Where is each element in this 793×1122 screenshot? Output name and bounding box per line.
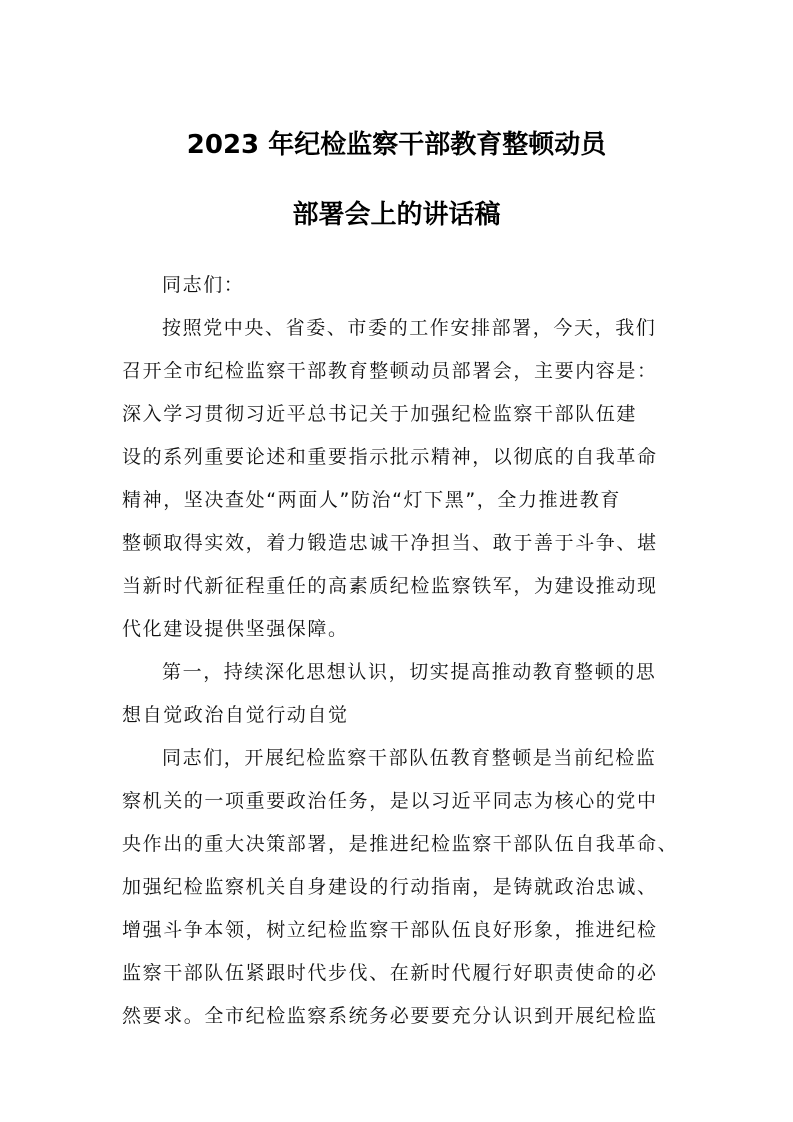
document-title-line-2: 部署会上的讲话稿 — [292, 200, 501, 230]
paragraph-line: 按照党中央、省委、市委的工作安排部署，今天，我们 — [162, 317, 657, 339]
paragraph-line: 代化建设提供坚强保障。 — [122, 618, 349, 640]
paragraph-line: 精神，坚决查处“两面人”防治“灯下黑”，全力推进教育 — [122, 489, 621, 511]
section-heading-line: 想自觉政治自觉行动自觉 — [122, 704, 349, 726]
paragraph-line: 察机关的一项重要政治任务，是以习近平同志为核心的党中 — [122, 790, 658, 812]
paragraph-line: 央作出的重大决策部署，是推进纪检监察干部队伍自我革命、 — [122, 833, 679, 855]
section-heading-line: 第一，持续深化思想认识，切实提高推动教育整顿的思 — [162, 661, 657, 683]
paragraph-line: 整顿取得实效，着力锻造忠诚干净担当、敢于善于斗争、堪 — [122, 532, 658, 554]
paragraph-line: 深入学习贯彻习近平总书记关于加强纪检监察干部队伍建 — [122, 403, 638, 425]
paragraph-line: 监察干部队伍紧跟时代步伐、在新时代履行好职责使命的必 — [122, 962, 658, 984]
paragraph-line: 同志们，开展纪检监察干部队伍教育整顿是当前纪检监 — [162, 747, 657, 769]
paragraph-line: 设的系列重要论述和重要指示批示精神，以彻底的自我革命 — [122, 446, 658, 468]
salutation: 同志们： — [162, 274, 245, 296]
paragraph-line: 增强斗争本领，树立纪检监察干部队伍良好形象，推进纪检 — [122, 919, 658, 941]
paragraph-line: 然要求。全市纪检监察系统务必要要充分认识到开展纪检监 — [122, 1005, 658, 1027]
document-title-line-1: 2023 年纪检监察干部教育整顿动员 — [186, 130, 607, 160]
paragraph-line: 召开全市纪检监察干部教育整顿动员部署会，主要内容是： — [122, 360, 658, 382]
paragraph-line: 当新时代新征程重任的高素质纪检监察铁军，为建设推动现 — [122, 575, 658, 597]
paragraph-line: 加强纪检监察机关自身建设的行动指南，是铸就政治忠诚、 — [122, 876, 658, 898]
